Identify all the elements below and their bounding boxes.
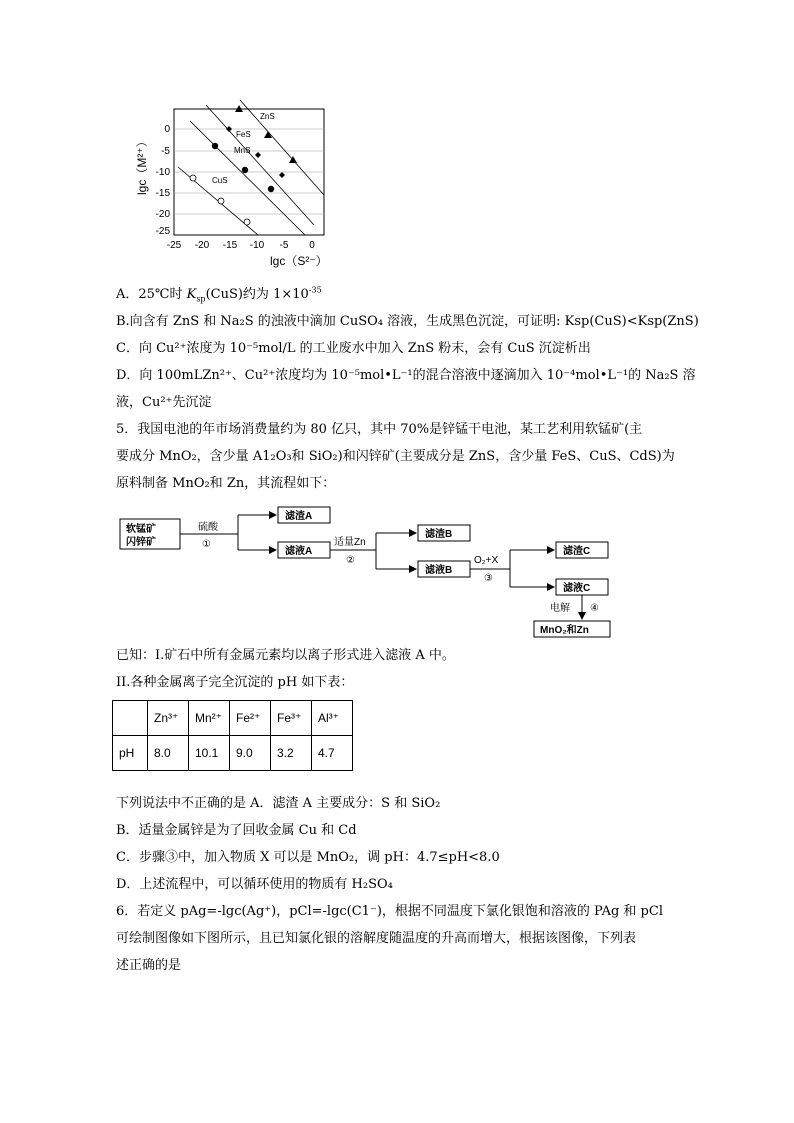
filtrate-a-label: 滤液A (285, 546, 313, 557)
q4-option-b: B.向含有 ZnS 和 Na₂S 的浊液中滴加 CuSO₄ 溶液，生成黑色沉淀，可证明: Ksp(CuS)<Ksp(ZnS) (116, 314, 699, 329)
step3-reagent: O₂+X (474, 555, 499, 566)
step1-reagent: 硫酸 (198, 522, 218, 533)
q6-stem-line3: 述正确的是 (116, 958, 182, 973)
x-axis-label: lgc（S²⁻） (270, 254, 328, 268)
residue-a-label: 滤渣A (285, 511, 313, 522)
y-axis-label: lgc（M²⁺） (135, 135, 149, 195)
fes-marker (279, 172, 285, 178)
ph-table-cell: 4.7 (312, 736, 353, 771)
product-label: MnO₂和Zn (540, 625, 589, 636)
ph-table-cell: Fe²⁺ (230, 701, 271, 736)
ph-table-cell: Zn³⁺ (148, 701, 189, 736)
q6-stem-line1: 6．若定义 pAg=-lgc(Ag⁺)，pCl=-lgc(C1⁻)，根据不同温度下氯化银饱和溶液的 PAg 和 pCl (116, 904, 663, 919)
step2-reagent: 适量Zn (334, 537, 366, 548)
raw-ore-label-2: 闪锌矿 (126, 537, 156, 548)
cus-marker (218, 198, 224, 204)
filtrate-c-label: 滤液C (563, 583, 591, 594)
y-tick: -20 (155, 209, 170, 220)
y-tick: 0 (164, 124, 170, 135)
ph-table-row (113, 736, 353, 771)
residue-c-label: 滤渣C (563, 546, 591, 557)
step3-number: ③ (484, 573, 493, 584)
q4-a-rest: (CuS)约为 1×10 (205, 287, 309, 302)
x-tick: -20 (194, 240, 210, 251)
x-tick: -5 (279, 240, 289, 251)
ph-table-cell: Mn²⁺ (189, 701, 230, 736)
cus-marker (190, 175, 196, 181)
fes-label: FeS (236, 130, 251, 139)
ph-table-cell: Al³⁺ (312, 701, 353, 736)
q5-option-c: C．步骤③中，加入物质 X 可以是 MnO₂，调 pH：4.7≤pH<8.0 (116, 850, 500, 865)
ph-table-cell: 3.2 (271, 736, 312, 771)
q5-stem-line2: 要成分 MnO₂，含少量 A1₂O₃和 SiO₂)和闪锌矿(主要成分是 ZnS，含少量 FeS、CuS、CdS)为 (116, 449, 675, 464)
q6-stem-line2: 可绘制图像如下图所示，且已知氯化银的溶解度随温度的升高而增大，根据该图像，下列表 (116, 931, 637, 946)
q4-a-prefix: A．25℃时 (116, 287, 187, 302)
ph-table-header-row (113, 701, 353, 736)
q5-stem-line3: 原料制备 MnO₂和 Zn，其流程如下： (116, 476, 336, 491)
raw-ore-label-1: 软锰矿 (126, 524, 156, 535)
q5-known-2: II.各种金属离子完全沉淀的 pH 如下表： (116, 675, 354, 690)
ph-table-cell: 9.0 (230, 736, 271, 771)
y-tick: -5 (161, 146, 170, 157)
ph-table-cell: pH (113, 736, 148, 771)
step2-number: ② (346, 555, 355, 566)
q5-known-1: 已知：I.矿石中所有金属元素均以离子形式进入滤液 A 中。 (116, 648, 455, 663)
zns-label: ZnS (260, 112, 275, 121)
q4-a-sub: sp (196, 294, 206, 304)
fes-marker (255, 152, 261, 158)
step1-number: ① (202, 539, 211, 550)
mns-marker (242, 167, 248, 173)
x-tick: -10 (249, 240, 265, 251)
mns-marker (212, 143, 218, 149)
mns-marker (268, 186, 274, 192)
q5-stem-line1: 5．我国电池的年市场消费量约为 80 亿只，其中 70%是锌锰干电池，某工艺利用软锰矿(主 (116, 422, 643, 437)
x-tick: -25 (166, 240, 182, 251)
y-tick: -25 (155, 226, 170, 237)
q4-option-c: C．向 Cu²⁺浓度为 10⁻⁵mol/L 的工业废水中加入 ZnS 粉末，会有 CuS 沉淀析出 (116, 341, 591, 356)
q5-option-d: D．上述流程中，可以循环使用的物质有 H₂SO₄ (116, 877, 393, 892)
process-flowchart (118, 505, 618, 640)
zns-line (240, 100, 324, 195)
q4-a-k: K (186, 287, 197, 302)
ph-table (112, 700, 353, 771)
q4-a-exp: -35 (308, 285, 322, 295)
x-tick: 0 (309, 240, 315, 251)
mns-label: MnS (234, 146, 251, 155)
ph-table-cell: 8.0 (148, 736, 189, 771)
residue-b-label: 滤渣B (425, 529, 453, 540)
fes-marker (226, 126, 232, 132)
y-tick: -15 (155, 188, 170, 199)
y-tick: -10 (155, 167, 170, 178)
filtrate-b-label: 滤液B (425, 565, 453, 576)
cus-marker (244, 219, 250, 225)
q4-option-d-line1: D．向 100mLZn²⁺、Cu²⁺浓度均为 10⁻⁵mol•L⁻¹的混合溶液中逐滴加入 10⁻⁴mol•L⁻¹的 Na₂S 溶 (116, 368, 696, 383)
cus-label: CuS (212, 176, 228, 185)
x-tick: -15 (222, 240, 238, 251)
step4-number: ④ (590, 603, 599, 614)
q4-option-d-line2: 液，Cu²⁺先沉淀 (116, 395, 212, 410)
ksp-chart (130, 95, 350, 275)
q5-option-a: 下列说法中不正确的是 A．滤渣 A 主要成分：S 和 SiO₂ (116, 796, 441, 811)
ph-table-cell (113, 701, 148, 736)
ph-table-cell: 10.1 (189, 736, 230, 771)
q4-option-a (116, 286, 322, 304)
ph-table-cell: Fe³⁺ (271, 701, 312, 736)
q5-option-b: B．适量金属锌是为了回收金属 Cu 和 Cd (116, 823, 357, 838)
step4-reagent: 电解 (550, 603, 570, 614)
